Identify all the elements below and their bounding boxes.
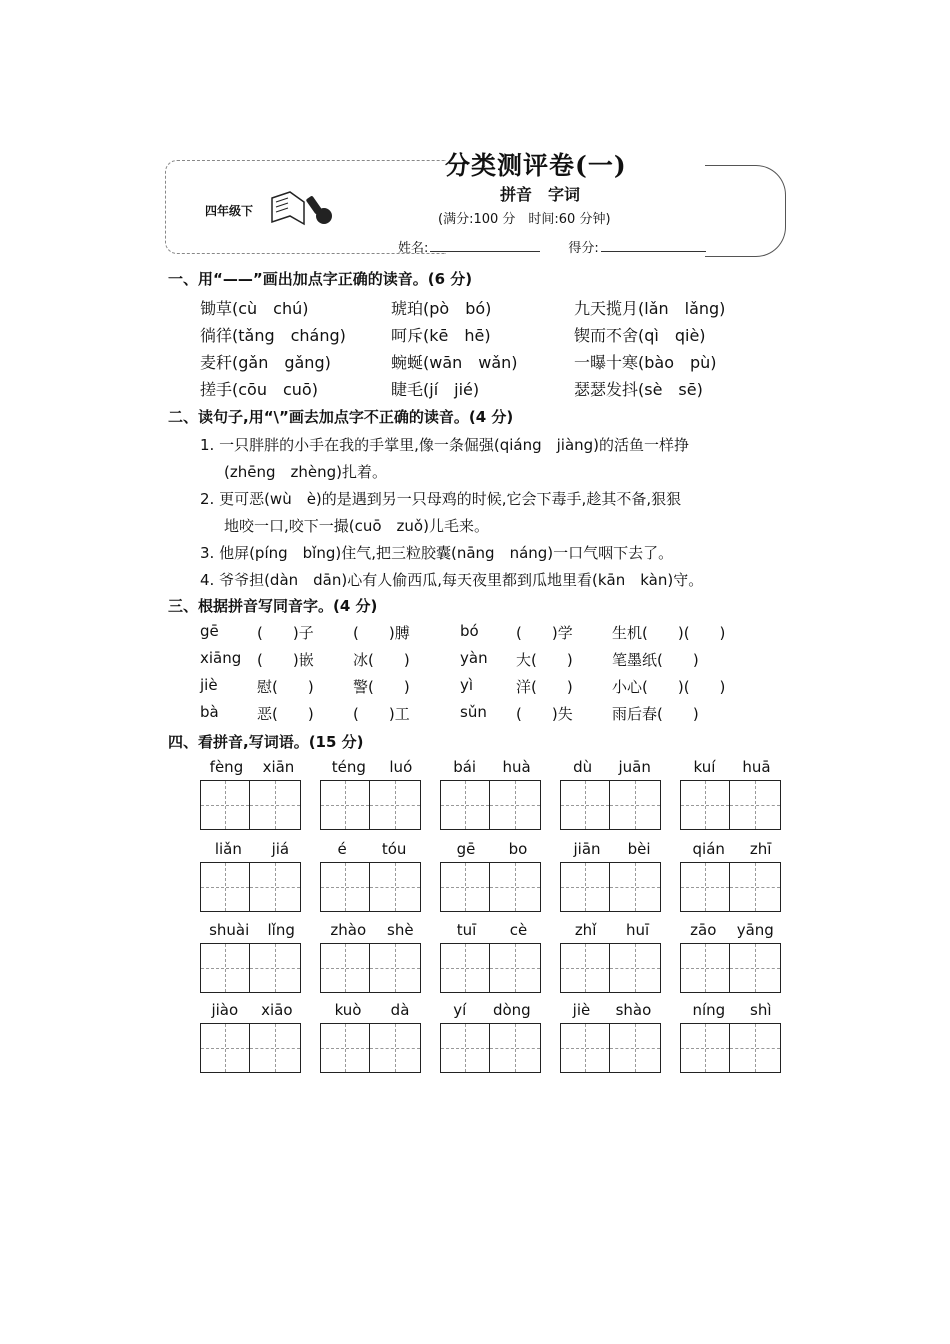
s4-pinyin [680, 1001, 784, 1019]
s1-item: 一曝十寒(bào pù) [574, 353, 717, 372]
s4-writing-box[interactable] [680, 1023, 730, 1073]
s4-writing-box[interactable] [200, 780, 250, 830]
s4-pinyin-syllable: dòng [492, 1001, 531, 1019]
s1-item: 睫毛(jí jié) [391, 380, 480, 399]
s3-blank[interactable]: ( )子 [257, 624, 314, 642]
s4-writing-box[interactable] [200, 1023, 250, 1073]
s4-writing-box[interactable] [730, 943, 781, 993]
score-field[interactable] [601, 239, 706, 252]
s4-pinyin [440, 758, 544, 776]
s3-blank[interactable]: 冰( ) [353, 651, 410, 669]
s4-pinyin [560, 921, 664, 939]
s3-blank[interactable]: ( )嵌 [257, 651, 314, 669]
s3-pinyin: bà [200, 703, 219, 721]
s4-writing-box[interactable] [200, 943, 250, 993]
s4-writing-grid [320, 780, 421, 830]
s4-writing-grid [560, 862, 661, 912]
s4-pinyin-syllable: kuò [334, 1001, 362, 1019]
s4-pinyin-syllable: dù [573, 758, 593, 776]
s4-pinyin-syllable: cè [509, 921, 528, 939]
s4-pinyin-syllable: bèi [627, 840, 651, 858]
page-subtitle: 拼音 字词 [500, 185, 581, 204]
s4-writing-grid [440, 1023, 541, 1073]
s4-writing-box[interactable] [730, 1023, 781, 1073]
s3-blank[interactable]: 雨后春( ) [612, 705, 699, 723]
s4-writing-box[interactable] [370, 1023, 421, 1073]
grade-label: 四年级下 [205, 204, 254, 218]
s1-item: 蜿蜒(wān wǎn) [391, 353, 518, 372]
s4-writing-box[interactable] [200, 862, 250, 912]
s4-pinyin-syllable: zhī [749, 840, 772, 858]
s3-blank[interactable]: ( )失 [516, 705, 573, 723]
s4-writing-box[interactable] [370, 780, 421, 830]
s4-writing-box[interactable] [490, 943, 541, 993]
s4-pinyin-syllable: jiào [211, 1001, 239, 1019]
s1-item: 徜徉(tǎng cháng) [200, 326, 346, 345]
s4-writing-box[interactable] [320, 780, 370, 830]
s1-item: 锄草(cù chú) [200, 299, 309, 318]
s4-pinyin [320, 758, 424, 776]
s3-blank[interactable]: ( )膊 [353, 624, 410, 642]
s4-pinyin-syllable: kuí [693, 758, 716, 776]
s3-blank[interactable]: ( )工 [353, 705, 410, 723]
s4-writing-box[interactable] [440, 780, 490, 830]
s4-writing-box[interactable] [250, 862, 301, 912]
s4-writing-grid [440, 862, 541, 912]
s4-pinyin-syllable: gē [456, 840, 476, 858]
s4-writing-box[interactable] [440, 943, 490, 993]
s4-pinyin-syllable: huà [502, 758, 531, 776]
s3-blank[interactable]: ( )学 [516, 624, 573, 642]
s4-pinyin-syllable: é [337, 840, 347, 858]
s4-writing-box[interactable] [320, 862, 370, 912]
s4-pinyin [320, 1001, 424, 1019]
s4-writing-box[interactable] [610, 862, 661, 912]
s4-pinyin-syllable: bo [508, 840, 528, 858]
s4-pinyin-syllable: shuài [209, 921, 250, 939]
s1-item: 九天揽月(lǎn lǎng) [574, 299, 726, 318]
s4-writing-box[interactable] [560, 862, 610, 912]
s4-pinyin [680, 840, 784, 858]
s4-writing-grid [320, 862, 421, 912]
s4-pinyin [560, 758, 664, 776]
s4-pinyin-syllable: qián [692, 840, 725, 858]
section-4-title: 四、看拼音,写词语。(15 分) [168, 733, 364, 751]
s4-writing-box[interactable] [610, 780, 661, 830]
s4-pinyin [320, 840, 424, 858]
s4-writing-grid [560, 1023, 661, 1073]
s4-writing-box[interactable] [320, 943, 370, 993]
s4-writing-box[interactable] [560, 780, 610, 830]
s2-line: 地咬一口,咬下一撮(cuō zuǒ)儿毛来。 [224, 517, 489, 535]
s4-pinyin-syllable: níng [692, 1001, 726, 1019]
s3-blank[interactable]: 恶( ) [257, 705, 314, 723]
s4-pinyin [320, 921, 424, 939]
s3-pinyin: xiāng [200, 649, 242, 667]
s4-writing-grid [680, 780, 781, 830]
s4-writing-box[interactable] [680, 780, 730, 830]
s4-writing-grid [200, 862, 301, 912]
s1-item: 呵斥(kē hē) [391, 326, 491, 345]
exam-meta: (满分:100 分 时间:60 分钟) [438, 212, 611, 227]
s2-line: (zhēng zhèng)扎着。 [224, 463, 387, 481]
s4-writing-box[interactable] [680, 862, 730, 912]
s2-line: 2. 更可恶(wù è)的是遇到另一只母鸡的时候,它会下毒手,趁其不备,狠狠 [200, 490, 682, 508]
s4-pinyin [200, 1001, 304, 1019]
s4-pinyin-syllable: huī [626, 921, 650, 939]
s4-writing-box[interactable] [610, 943, 661, 993]
s4-writing-box[interactable] [250, 943, 301, 993]
s4-pinyin [680, 921, 784, 939]
s4-pinyin-syllable: yāng [736, 921, 774, 939]
s4-pinyin-syllable: zhào [330, 921, 367, 939]
s4-pinyin [560, 840, 664, 858]
s4-pinyin-syllable: luó [389, 758, 413, 776]
s1-item: 瑟瑟发抖(sè sē) [574, 380, 703, 399]
s3-pinyin: gē [200, 622, 219, 640]
s4-pinyin-syllable: shào [615, 1001, 652, 1019]
s4-writing-grid [560, 943, 661, 993]
section-1-title: 一、用“——”画出加点字正确的读音。(6 分) [168, 270, 473, 288]
s4-writing-box[interactable] [440, 1023, 490, 1073]
s4-pinyin [200, 921, 304, 939]
s4-writing-box[interactable] [250, 780, 301, 830]
s3-blank[interactable]: 笔墨纸( ) [612, 651, 699, 669]
s4-pinyin-syllable: zhǐ [574, 921, 597, 939]
s4-writing-box[interactable] [610, 1023, 661, 1073]
s4-pinyin-syllable: jiè [572, 1001, 591, 1019]
s4-writing-grid [440, 780, 541, 830]
name-field[interactable] [430, 239, 540, 252]
s4-writing-box[interactable] [560, 943, 610, 993]
s4-writing-box[interactable] [680, 943, 730, 993]
s4-writing-grid [680, 862, 781, 912]
s4-writing-grid [200, 1023, 301, 1073]
s4-writing-box[interactable] [320, 1023, 370, 1073]
s4-writing-box[interactable] [370, 862, 421, 912]
s4-pinyin-syllable: liǎn [214, 840, 242, 858]
s1-item: 琥珀(pò bó) [391, 299, 492, 318]
s4-pinyin [560, 1001, 664, 1019]
s4-writing-box[interactable] [370, 943, 421, 993]
name-score-row [398, 237, 734, 256]
s4-pinyin [440, 921, 544, 939]
s4-pinyin-syllable: xiān [262, 758, 295, 776]
s4-pinyin-syllable: zāo [690, 921, 717, 939]
s4-pinyin-syllable: lǐng [267, 921, 295, 939]
page-title: 分类测评卷(一) [445, 151, 627, 180]
s2-line: 4. 爷爷担(dàn dān)心有人偷西瓜,每天夜里都到瓜地里看(kān kàn)守。 [200, 571, 704, 589]
book-icon [268, 188, 338, 228]
s4-writing-box[interactable] [250, 1023, 301, 1073]
s4-writing-box[interactable] [490, 862, 541, 912]
section-3-title: 三、根据拼音写同音字。(4 分) [168, 597, 378, 615]
s4-writing-box[interactable] [560, 1023, 610, 1073]
s4-pinyin-syllable: téng [331, 758, 366, 776]
s4-writing-grid [680, 1023, 781, 1073]
s1-item: 锲而不舍(qì qiè) [574, 326, 706, 345]
s2-line: 3. 他屏(píng bǐng)住气,把三粒胶囊(nāng náng)一口气咽下去了。 [200, 544, 674, 562]
s3-blank[interactable]: 小心( )( ) [612, 678, 726, 696]
s3-blank[interactable]: 生机( )( ) [612, 624, 726, 642]
s4-writing-grid [320, 1023, 421, 1073]
s3-pinyin: sǔn [460, 703, 487, 721]
s4-writing-box[interactable] [440, 862, 490, 912]
s3-blank[interactable]: 慰( ) [257, 678, 314, 696]
s4-pinyin [680, 758, 784, 776]
s4-pinyin-syllable: shì [750, 1001, 772, 1019]
s4-pinyin-syllable: tuī [456, 921, 477, 939]
s4-pinyin-syllable: yí [453, 1001, 467, 1019]
s4-pinyin-syllable: juān [618, 758, 651, 776]
s4-pinyin-syllable: shè [387, 921, 414, 939]
s4-pinyin [200, 758, 304, 776]
s3-blank[interactable]: 大( ) [516, 651, 573, 669]
s3-pinyin: yàn [460, 649, 488, 667]
name-label: 姓名: [398, 241, 429, 256]
s4-pinyin-syllable: xiāo [261, 1001, 293, 1019]
s4-writing-grid [560, 780, 661, 830]
s1-item: 搓手(cōu cuō) [200, 380, 318, 399]
score-label: 得分: [568, 241, 599, 256]
s3-pinyin: bó [460, 622, 479, 640]
s3-blank[interactable]: 洋( ) [516, 678, 573, 696]
s4-pinyin-syllable: bái [453, 758, 477, 776]
s4-pinyin-syllable: jiá [271, 840, 290, 858]
s3-pinyin: jiè [200, 676, 218, 694]
s4-pinyin [440, 840, 544, 858]
s3-blank[interactable]: 警( ) [353, 678, 410, 696]
s4-writing-grid [320, 943, 421, 993]
s3-pinyin: yì [460, 676, 474, 694]
s4-writing-box[interactable] [490, 780, 541, 830]
s4-pinyin-syllable: dà [390, 1001, 410, 1019]
s4-writing-box[interactable] [730, 780, 781, 830]
s4-writing-grid [680, 943, 781, 993]
s4-writing-grid [200, 780, 301, 830]
s2-line: 1. 一只胖胖的小手在我的手掌里,像一条倔强(qiáng jiàng)的活鱼一样挣 [200, 436, 690, 454]
s4-pinyin-syllable: tóu [381, 840, 407, 858]
s4-writing-grid [200, 943, 301, 993]
s4-pinyin [440, 1001, 544, 1019]
s4-writing-box[interactable] [730, 862, 781, 912]
s4-pinyin-syllable: fèng [209, 758, 244, 776]
s4-writing-box[interactable] [490, 1023, 541, 1073]
s4-writing-grid [440, 943, 541, 993]
s1-item: 麦秆(gǎn gǎng) [200, 353, 331, 372]
s4-pinyin-syllable: jiān [573, 840, 601, 858]
s4-pinyin-syllable: huā [742, 758, 771, 776]
section-2-title: 二、读句子,用“\”画去加点字不正确的读音。(4 分) [168, 408, 514, 426]
s4-pinyin [200, 840, 304, 858]
